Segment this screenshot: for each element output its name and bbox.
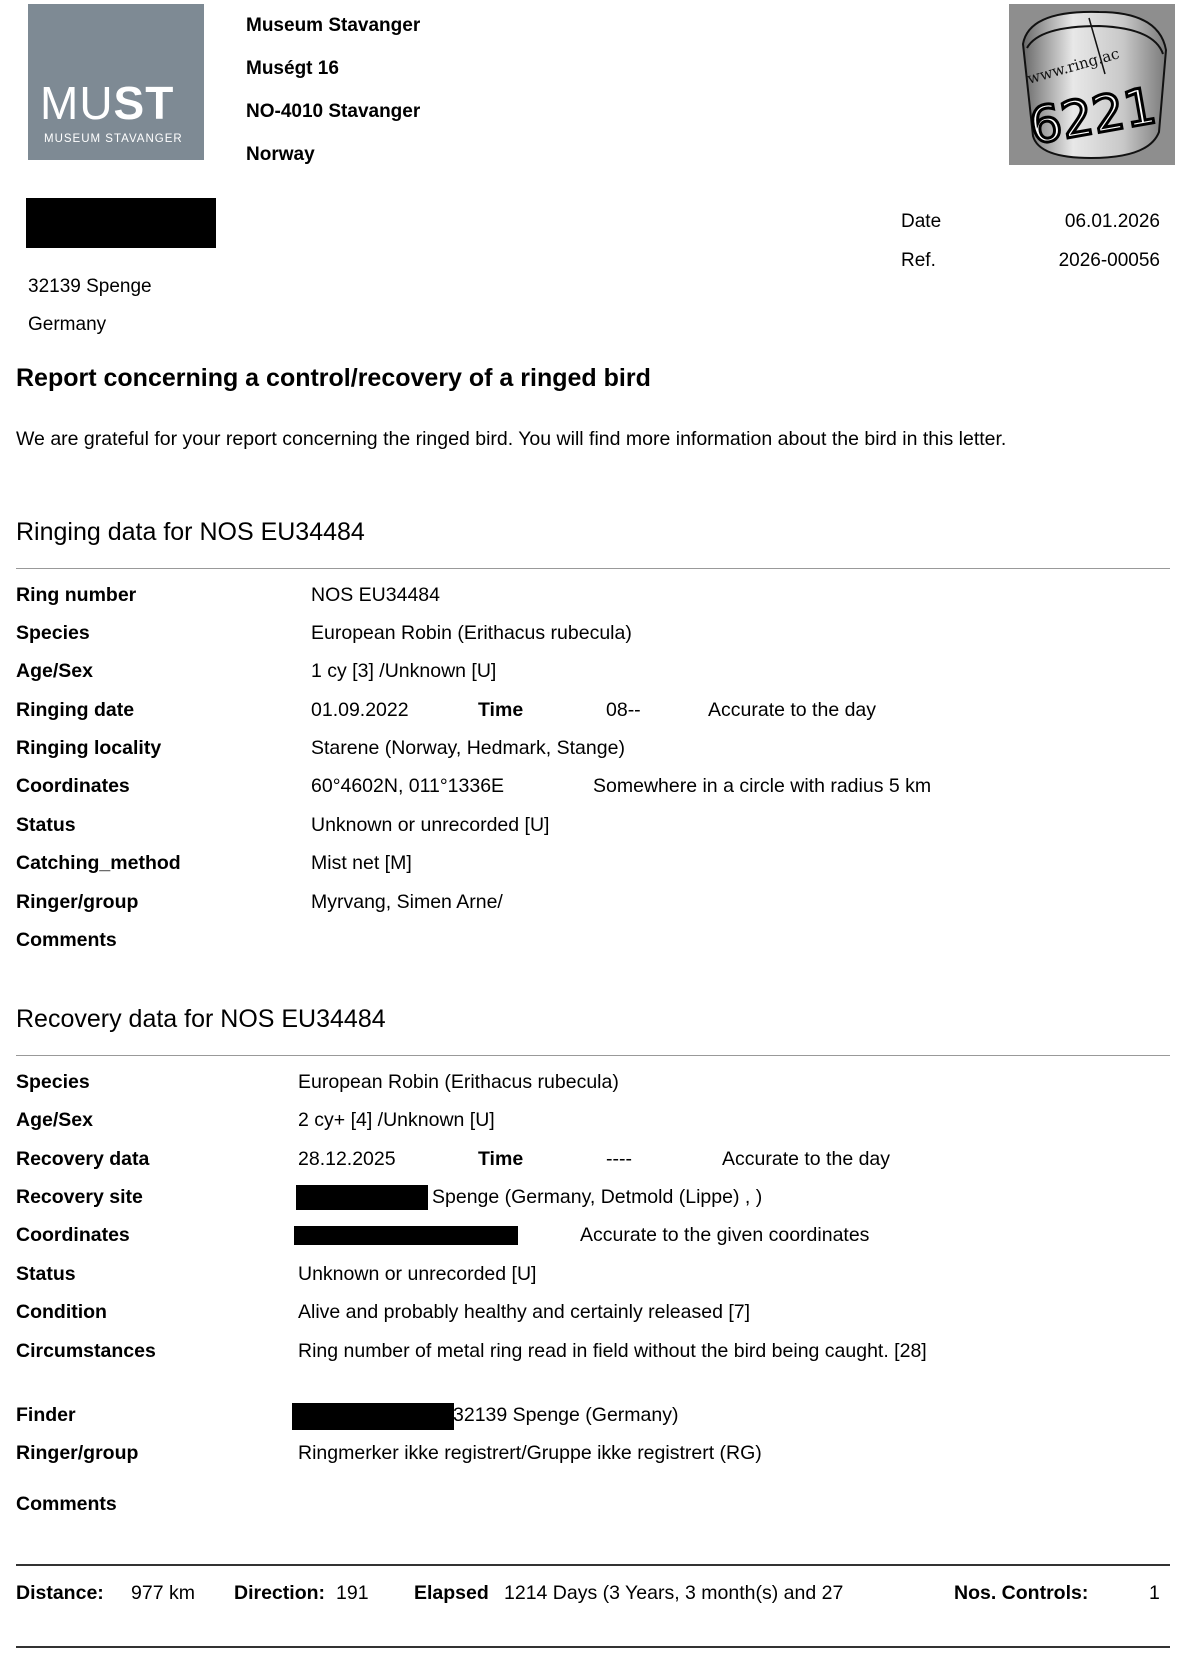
section-divider (16, 1055, 1170, 1056)
comments-label: Comments (16, 929, 117, 951)
address-line: Norway (246, 144, 315, 165)
species-value: European Robin (Erithacus rubecula) (311, 622, 632, 644)
address-line: Museum Stavanger (246, 15, 421, 36)
intro-text: We are grateful for your report concerning the ringed bird. You will find more information about the bird in this letter. (16, 428, 1007, 450)
recovery-site-value: Spenge (Germany, Detmold (Lippe) , ) (432, 1186, 763, 1208)
ringer-label: Ringer/group (16, 891, 139, 913)
ring-number: 6221 (1025, 76, 1161, 156)
ringing-date-value: 01.09.2022 (311, 699, 409, 721)
age-sex-label: Age/Sex (16, 660, 93, 682)
age-sex-value: 1 cy [3] /Unknown [U] (311, 660, 497, 682)
status-label: Status (16, 814, 76, 836)
address-line: NO-4010 Stavanger (246, 101, 421, 122)
condition-value: Alive and probably healthy and certainly released [7] (298, 1301, 751, 1323)
redacted-finder (292, 1403, 454, 1430)
direction-label: Direction: (234, 1582, 326, 1604)
recipient-country: Germany (28, 314, 107, 335)
ring-number-label: Ring number (16, 584, 137, 606)
ring-url-text: www.ring.ac (1025, 44, 1122, 88)
ringing-locality-label: Ringing locality (16, 737, 162, 759)
museum-logo (28, 4, 204, 160)
ringer-label: Ringer/group (16, 1442, 139, 1464)
recovery-heading: Recovery data for NOS EU34484 (16, 1005, 386, 1033)
distance-label: Distance: (16, 1582, 104, 1604)
ring-illustration (1009, 4, 1175, 165)
condition-label: Condition (16, 1301, 107, 1323)
recovery-date-value: 28.12.2025 (298, 1148, 396, 1170)
recovery-site-label: Recovery site (16, 1186, 143, 1208)
logo-subtitle: MUSEUM STAVANGER (44, 133, 183, 145)
ringing-heading: Ringing data for NOS EU34484 (16, 518, 365, 546)
coordinates-value: 60°4602N, 011°1336E (311, 775, 505, 797)
status-value: Unknown or unrecorded [U] (298, 1263, 537, 1285)
date-value: 06.01.2026 (1064, 211, 1160, 232)
redacted-site (296, 1185, 428, 1210)
ringing-time-label: Time (478, 699, 524, 721)
museum-address (246, 4, 420, 176)
section-divider (16, 568, 1170, 569)
coordinates-label: Coordinates (16, 775, 130, 797)
age-sex-value: 2 cy+ [4] /Unknown [U] (298, 1109, 495, 1131)
redacted-recipient-name (26, 198, 216, 248)
address-line: Muségt 16 (246, 58, 339, 79)
species-label: Species (16, 1071, 90, 1093)
controls-label: Nos. Controls: (954, 1582, 1089, 1604)
species-value: European Robin (Erithacus rubecula) (298, 1071, 619, 1093)
ring-image (1009, 4, 1175, 165)
ringer-value: Myrvang, Simen Arne/ (311, 891, 503, 913)
direction-value: 191 (336, 1582, 369, 1604)
coordinates-accuracy: Accurate to the given coordinates (580, 1224, 870, 1246)
catching-method-label: Catching_method (16, 852, 181, 874)
recovery-time-value: ---- (606, 1148, 632, 1170)
coordinates-accuracy: Somewhere in a circle with radius 5 km (593, 775, 932, 797)
elapsed-value: 1214 Days (3 Years, 3 month(s) and 27 (504, 1582, 844, 1604)
coordinates-label: Coordinates (16, 1224, 130, 1246)
recovery-time-label: Time (478, 1148, 524, 1170)
ref-value: 2026-00056 (1058, 250, 1160, 271)
redacted-coordinates (294, 1226, 518, 1245)
recovery-date-accuracy: Accurate to the day (722, 1148, 891, 1170)
ringing-locality-value: Starene (Norway, Hedmark, Stange) (311, 737, 625, 759)
age-sex-label: Age/Sex (16, 1109, 93, 1131)
status-label: Status (16, 1263, 76, 1285)
controls-value: 1 (1149, 1582, 1160, 1604)
finder-label: Finder (16, 1404, 76, 1426)
ringing-time-value: 08-- (606, 699, 641, 721)
catching-method-value: Mist net [M] (311, 852, 412, 874)
elapsed-label: Elapsed (414, 1582, 489, 1604)
comments-label: Comments (16, 1493, 117, 1515)
circumstances-label: Circumstances (16, 1340, 156, 1362)
finder-value: 32139 Spenge (Germany) (453, 1404, 679, 1426)
ringing-date-accuracy: Accurate to the day (708, 699, 877, 721)
summary-bottom-rule (16, 1646, 1170, 1648)
species-label: Species (16, 622, 90, 644)
ringing-date-label: Ringing date (16, 699, 135, 721)
summary-top-rule (16, 1564, 1170, 1566)
page-title: Report concerning a control/recovery of a ringed bird (16, 364, 651, 392)
distance-value: 977 km (131, 1582, 195, 1604)
circumstances-value: Ring number of metal ring read in field without the bird being caught. [28] (298, 1340, 927, 1362)
date-label: Date (901, 211, 942, 232)
ring-number-value: NOS EU34484 (311, 584, 440, 606)
recovery-date-label: Recovery data (16, 1148, 150, 1170)
ringer-value: Ringmerker ikke registrert/Gruppe ikke registrert (RG) (298, 1442, 762, 1464)
ref-label: Ref. (901, 250, 936, 271)
status-value: Unknown or unrecorded [U] (311, 814, 550, 836)
logo-wordmark: MUST (40, 77, 175, 129)
recipient-city: 32139 Spenge (28, 276, 152, 297)
